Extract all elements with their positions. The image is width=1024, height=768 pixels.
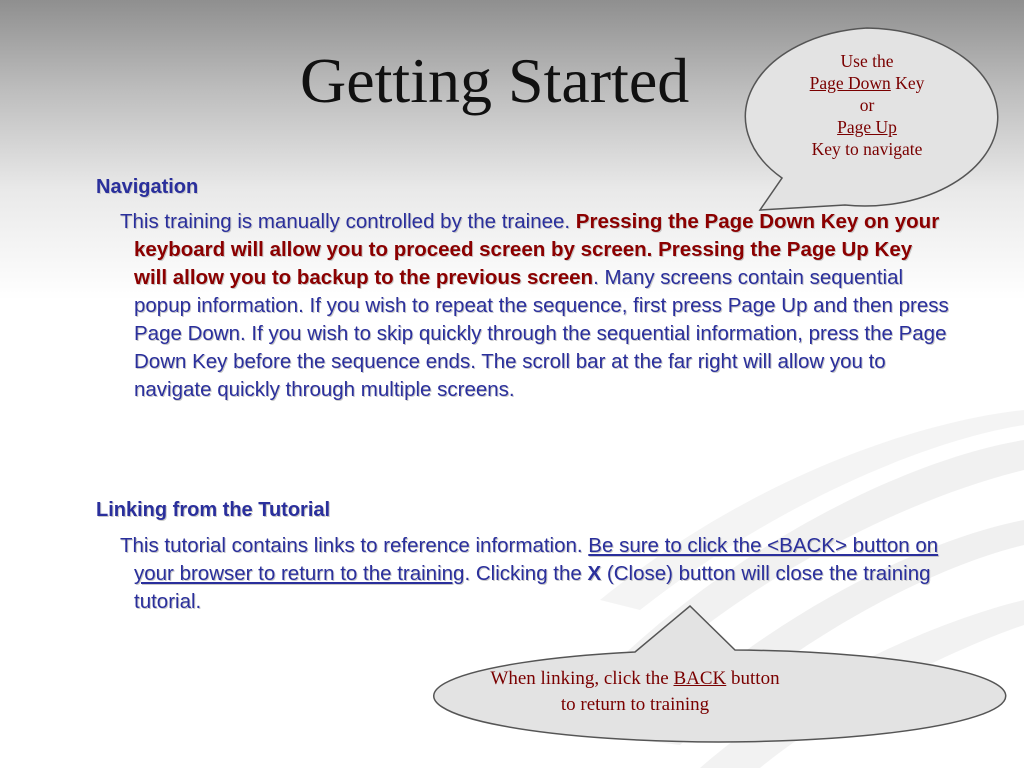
callout-back-tip [390,666,880,718]
callout-line-use-the: Use the [840,51,894,71]
callout-bottom-line2: to return to training [560,694,710,715]
close-x-label: X [587,562,602,585]
navigation-paragraph [120,208,949,404]
callout-navigate-tip [742,50,992,160]
page-up-link[interactable]: Page Up [837,117,897,137]
page-title: Getting Started [300,45,690,116]
callout-line-page-down [742,72,992,94]
linking-mid: . Clicking the [464,562,588,585]
linking-back-instruction[interactable]: Be sure to click the <BACK> button on your browser to return to the training [134,534,939,585]
callout-line-key-to-navigate: Key to navigate [811,139,923,159]
navigation-emphasis: Pressing the Page Down Key on your keyboard will allow you to proceed screen by screen. Pressing the Page Up Key will allow you to backup to the previous screen [134,210,940,289]
linking-heading: Linking from the Tutorial [96,499,331,521]
callout-line-page-up [742,116,992,138]
callout-bottom-pre: When linking, click the [490,668,674,689]
page-down-link[interactable]: Page Down [809,73,891,93]
navigation-intro: This training is manually controlled by the trainee. [120,210,576,233]
navigation-rest: . Many screens contain sequential popup information. If you wish to repeat the sequence, first press Page Up and then press Page Down. If you wish to skip quickly through the sequential information, press the Page Down Key before the sequence ends. The scroll bar at the far right will allow you to navigate quickly through multiple screens. [134,266,949,401]
callout-line-or: or [859,95,875,115]
linking-intro: This tutorial contains links to reference information. [120,534,589,557]
callout-bottom-post: button [726,668,780,689]
linking-paragraph [120,532,949,616]
linking-rest: (Close) button will close the training tutorial. [134,562,931,613]
callout-bottom-line1 [390,666,880,692]
callout-key-text: Key [890,73,925,93]
navigation-heading: Navigation [96,176,199,198]
back-link[interactable]: BACK [673,668,727,689]
